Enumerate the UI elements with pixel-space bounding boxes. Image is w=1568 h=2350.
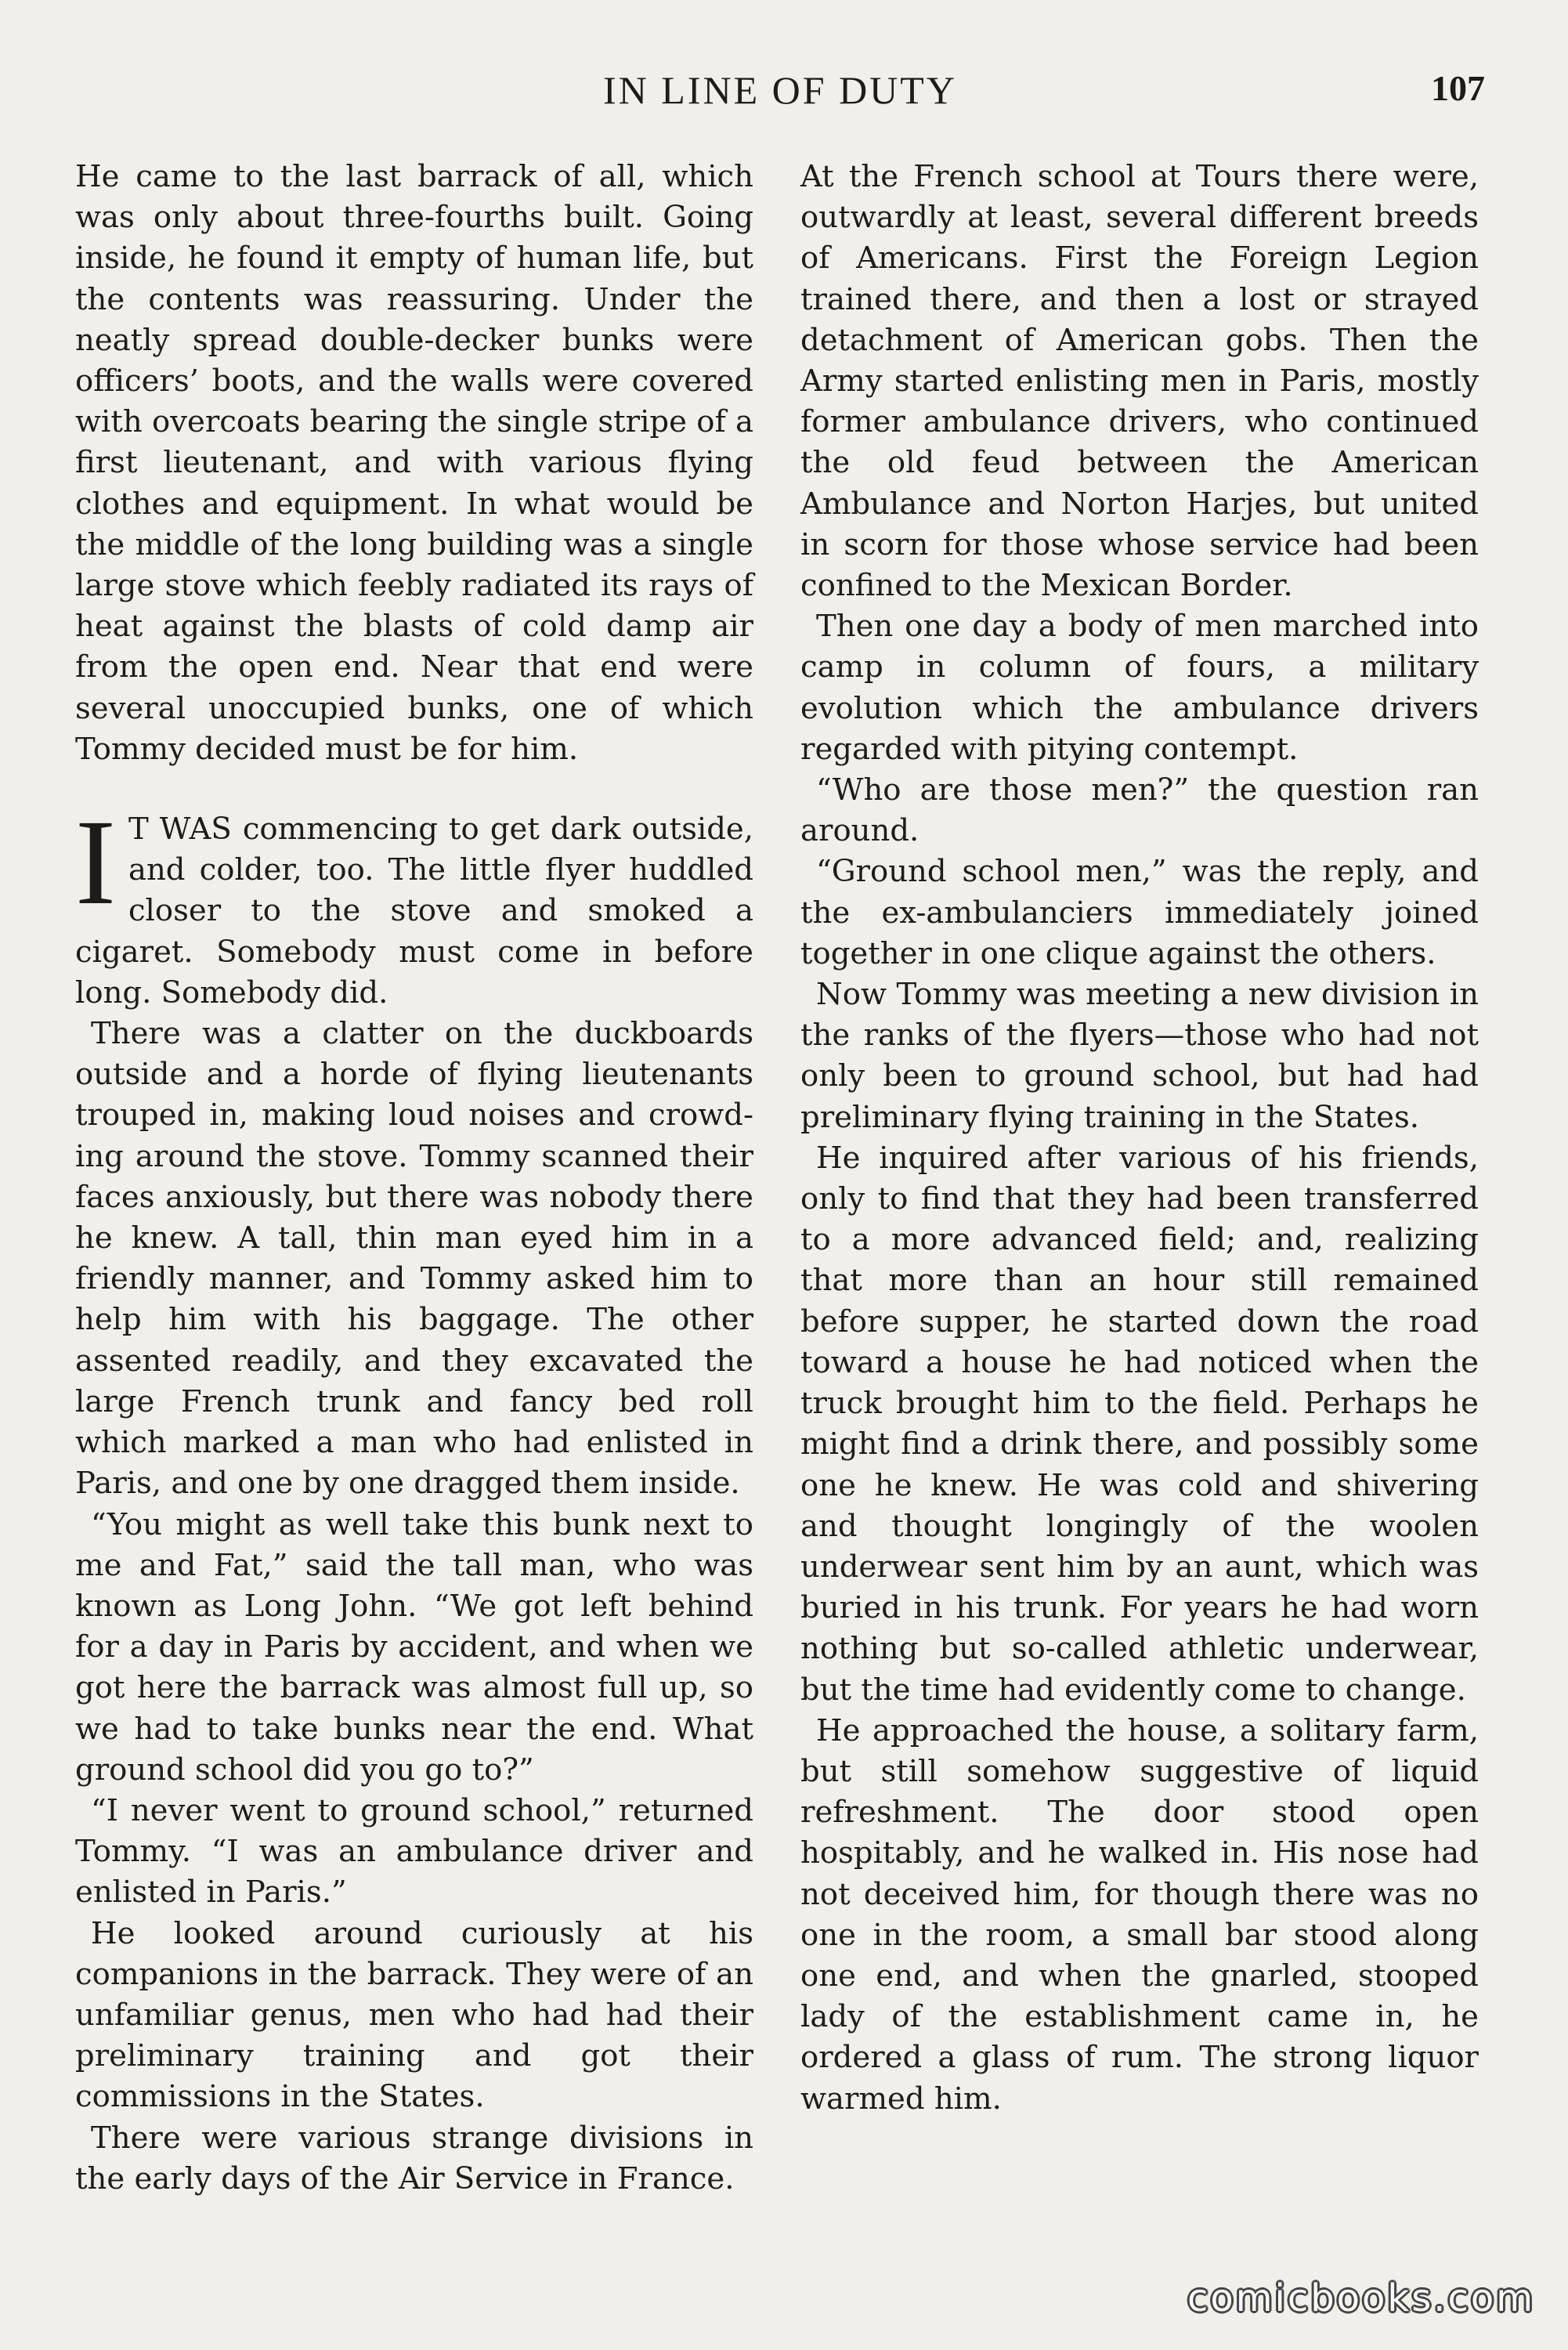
drop-cap: I <box>75 794 116 931</box>
paragraph: “You might as well take this bunk next to me and Fat,” said the tall man, who was known as Long John. “We got left behind for a day in Paris by accident, and when we got here the barrack was almost full up, so we had to take bunks near the end. What ground school did you go to?” <box>75 1506 753 1788</box>
right-column <box>800 157 1479 2120</box>
paragraph: There were various strange divisions in the early days of the Air Service in France. <box>75 2120 753 2196</box>
left-column <box>75 157 753 2200</box>
paragraph: He inquired after various of his friends, only to find that they had been transferred to a more advanced field; and, realizing that more than an hour still remained before supper, he started down the road toward a house he had noticed when the truck brought him to the field. Perhaps he might find a drink there, and possibly some one he knew. He was cold and shivering and thought longingly of the woolen underwear sent him by an aunt, which was buried in his trunk. For years he had worn nothing but so-called athletic underwear, but the time had evidently come to change. <box>800 1140 1479 1708</box>
paragraph: “I never went to ground school,” returned Tommy. “I was an ambulance driver and enlisted in Paris.” <box>75 1792 753 1911</box>
paragraph: At the French school at Tours there were, outwardly at least, several different breeds of Americans. First the Foreign Legion trained there, and then a lost or strayed detachment of American gobs. Then the Army started enlisting men in Paris, mostly former ambulance drivers, who continued the old feud between the American Ambulance and Norton Harjes, but united in scorn for those whose service had been confined to the Mexican Border. <box>800 159 1479 604</box>
paragraph: “Ground school men,” was the reply, and the ex-ambulanciers immediately joined together in one clique against the others. <box>800 854 1479 971</box>
paragraph: He looked around curiously at his companions in the barrack. They were of an unfamiliar genus, men who had had their preliminary training and got their commissions in the States. <box>75 1915 753 2115</box>
running-title: IN LINE OF DUTY <box>603 68 957 112</box>
paragraph-text: T WAS commencing to get dark outside, and colder, too. The little flyer huddled closer to the stove and smoked a cigaret. Somebody must come in before long. Somebody did. <box>75 812 753 1010</box>
paragraph: “Who are those men?” the question ran around. <box>800 772 1479 849</box>
paragraph: Then one day a body of men marched into camp in column of fours, a military evolution which the ambulance drivers regarded with pitying contempt. <box>800 609 1479 767</box>
paragraph: He approached the house, a solitary farm, but still somehow suggestive of liquid refreshment. The door stood open hospitably, and he walked in. His nose had not deceived him, for though there was no one in the room, a small bar stood along one end, and when the gnarled, stooped lady of the establishment came in, he ordered a glass of rum. The strong liquor warmed him. <box>800 1712 1479 2117</box>
paragraph: He came to the last barrack of all, which was only about three-fourths built. Going inside, he found it empty of human life, but the contents was reassuring. Under the neatly spread double-decker bunks were officers’ boots, and the walls were covered with overcoats bearing the single stripe of a first lieutenant, and with various flying clothes and equipment. In what would be the middle of the long building was a single large stove which feebly radiated its rays of heat against the blasts of cold damp air from the open end. Near that end were several unoccupied bunks, one of which Tommy decided must be for him. <box>75 159 753 767</box>
page-header <box>75 67 1485 122</box>
dropcap-paragraph <box>75 794 753 1014</box>
paragraph: There was a clatter on the duckboards outside and a horde of flying lieutenants trouped in, making loud noises and crowding around the stove. Tommy scanned their faces anxiously, but there was nobody there he knew. A tall, thin man eyed him in a friendly manner, and Tommy asked him to help him with his baggage. The other assented readily, and they excavated the large French trunk and fancy bed roll which marked a man who had enlisted in Paris, and one by one dragged them inside. <box>75 1016 753 1502</box>
site-watermark: comicbooks.com <box>1187 2276 1535 2320</box>
paragraph: Now Tommy was meeting a new division in the ranks of the flyers—those who had not only been to ground school, but had had preliminary flying training in the States. <box>800 977 1479 1135</box>
page-number: 107 <box>1431 68 1485 108</box>
